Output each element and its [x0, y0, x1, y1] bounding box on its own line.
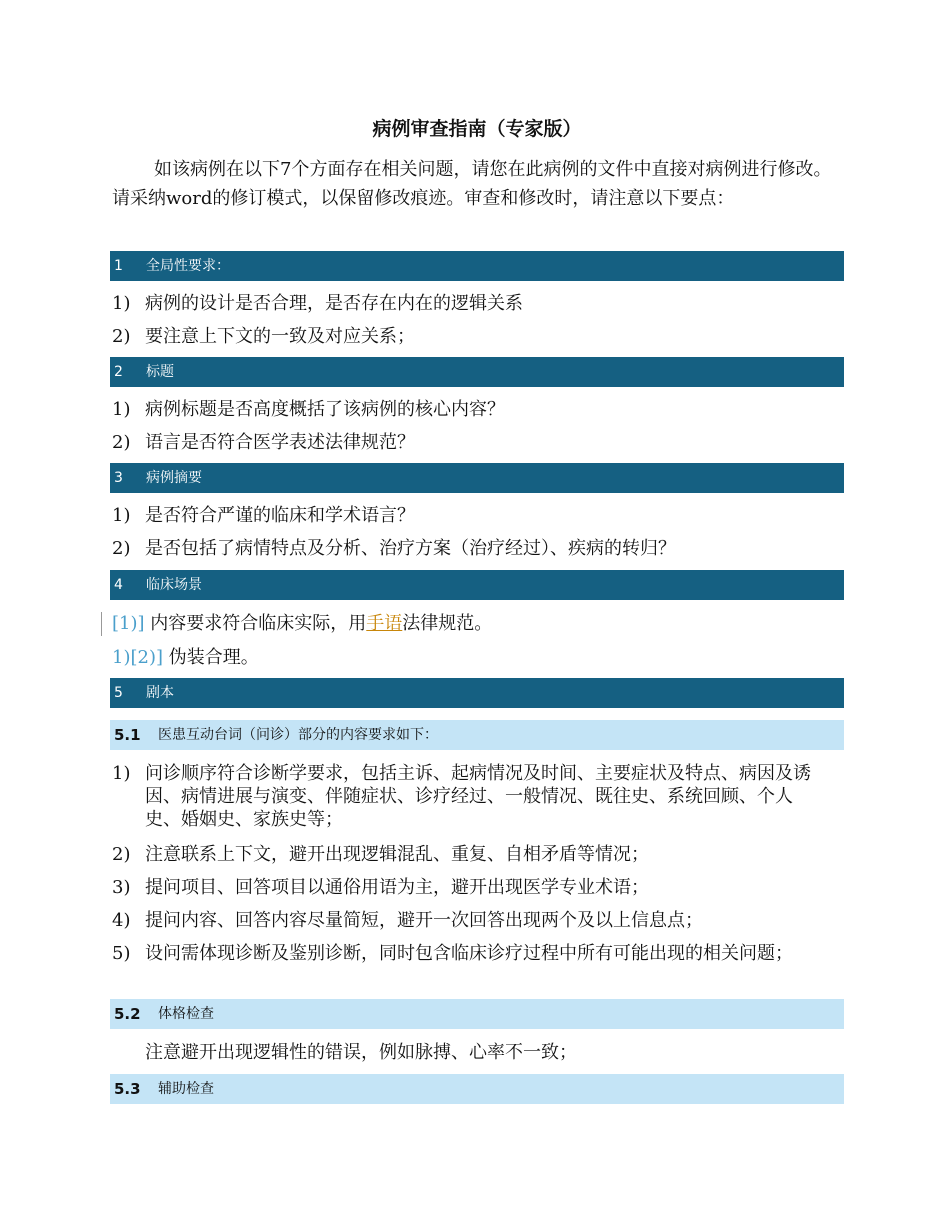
section-label: 剧本 — [146, 685, 174, 701]
list-marker: 2) — [112, 326, 131, 347]
change-bar — [101, 612, 102, 636]
list-item — [112, 431, 822, 454]
section-label: 标题 — [146, 364, 174, 380]
list-marker: 2) — [112, 844, 131, 865]
section-number: 3 — [114, 470, 123, 486]
list-text: 注意联系上下文，避开出现逻辑混乱、重复、自相矛盾等情况； — [145, 844, 649, 865]
list-item — [112, 292, 822, 315]
subsection-number: 5.1 — [114, 726, 141, 744]
list-text: 提问内容、回答内容尽量简短，避开一次回答出现两个及以上信息点； — [145, 910, 703, 931]
list-marker: 1) — [112, 763, 131, 784]
list-item — [112, 537, 822, 560]
list-text: 是否符合严谨的临床和学术语言？ — [145, 505, 415, 526]
section-label: 病例摘要 — [146, 470, 202, 486]
paragraph-5-2: 注意避开出现逻辑性的错误，例如脉搏、心率不一致； — [145, 1042, 577, 1063]
section-header-1 — [110, 251, 844, 281]
list-marker: 1) — [112, 505, 131, 526]
section-number: 2 — [114, 364, 123, 380]
list-text: 病例标题是否高度概括了该病例的核心内容？ — [145, 399, 505, 420]
list-text: 设问需体现诊断及鉴别诊断，同时包含临床诊疗过程中所有可能出现的相关问题； — [145, 943, 793, 964]
list-item — [112, 398, 822, 421]
section-header-3 — [110, 463, 844, 493]
section-number: 4 — [114, 577, 123, 593]
list-marker: 1) — [112, 293, 131, 314]
list-text: 要注意上下文的一致及对应关系； — [145, 326, 415, 347]
list-marker: 3) — [112, 877, 131, 898]
section-number: 5 — [114, 685, 123, 701]
list-marker: 1) — [112, 399, 131, 420]
revision-marker: 1)[2)] — [112, 647, 163, 668]
list-marker: 2) — [112, 538, 131, 559]
list-marker: 2) — [112, 432, 131, 453]
tracked-change-line-2 — [112, 646, 842, 670]
subsection-header-5-2 — [110, 999, 844, 1029]
list-text: 病例的设计是否合理，是否存在内在的逻辑关系 — [145, 293, 523, 314]
page-title: 病例审查指南（专家版） — [372, 118, 582, 140]
list-item — [112, 762, 822, 831]
list-item — [112, 504, 822, 527]
section-number: 1 — [114, 258, 123, 274]
subsection-number: 5.2 — [114, 1005, 141, 1023]
list-text: 是否包括了病情特点及分析、治疗方案（治疗经过）、疾病的转归？ — [145, 538, 676, 559]
line-text: 内容要求符合临床实际，用 — [150, 613, 367, 634]
revision-marker: [1)] — [112, 613, 145, 634]
list-marker: 5) — [112, 943, 131, 964]
list-text: 语言是否符合医学表述法律规范？ — [145, 432, 415, 453]
list-item — [112, 876, 822, 899]
subsection-number: 5.3 — [114, 1080, 141, 1098]
subsection-header-5-3 — [110, 1074, 844, 1104]
list-item — [112, 325, 822, 348]
line-text: 伪装合理。 — [168, 647, 259, 668]
subsection-label: 辅助检查 — [158, 1081, 214, 1097]
tracked-change-line-1 — [112, 612, 842, 636]
inserted-text[interactable]: 手语 — [366, 613, 403, 634]
section-header-5 — [110, 678, 844, 708]
section-header-4 — [110, 570, 844, 600]
subsection-label: 体格检查 — [158, 1006, 214, 1022]
section-label: 临床场景 — [146, 577, 202, 593]
intro-paragraph: 如该病例在以下7个方面存在相关问题，请您在此病例的文件中直接对病例进行修改。请采纳word的修订模式，以保留修改痕迹。审查和修改时，请注意以下要点： — [112, 159, 832, 209]
list-text: 提问项目、回答项目以通俗用语为主，避开出现医学专业术语； — [145, 877, 649, 898]
subsection-label: 医患互动台词（问诊）部分的内容要求如下： — [158, 727, 438, 743]
subsection-header-5-1 — [110, 720, 844, 750]
list-item — [112, 909, 822, 932]
list-text: 问诊顺序符合诊断学要求，包括主诉、起病情况及时间、主要症状及特点、病因及诱因、病情进展与演变、伴随症状、诊疗经过、一般情况、既往史、系统回顾、个人史、婚姻史、家族史等； — [145, 763, 811, 830]
list-item — [112, 843, 822, 866]
section-label: 全局性要求： — [146, 258, 230, 274]
list-marker: 4) — [112, 910, 131, 931]
section-header-2 — [110, 357, 844, 387]
line-text: 法律规范。 — [402, 613, 493, 634]
list-item — [112, 942, 822, 965]
